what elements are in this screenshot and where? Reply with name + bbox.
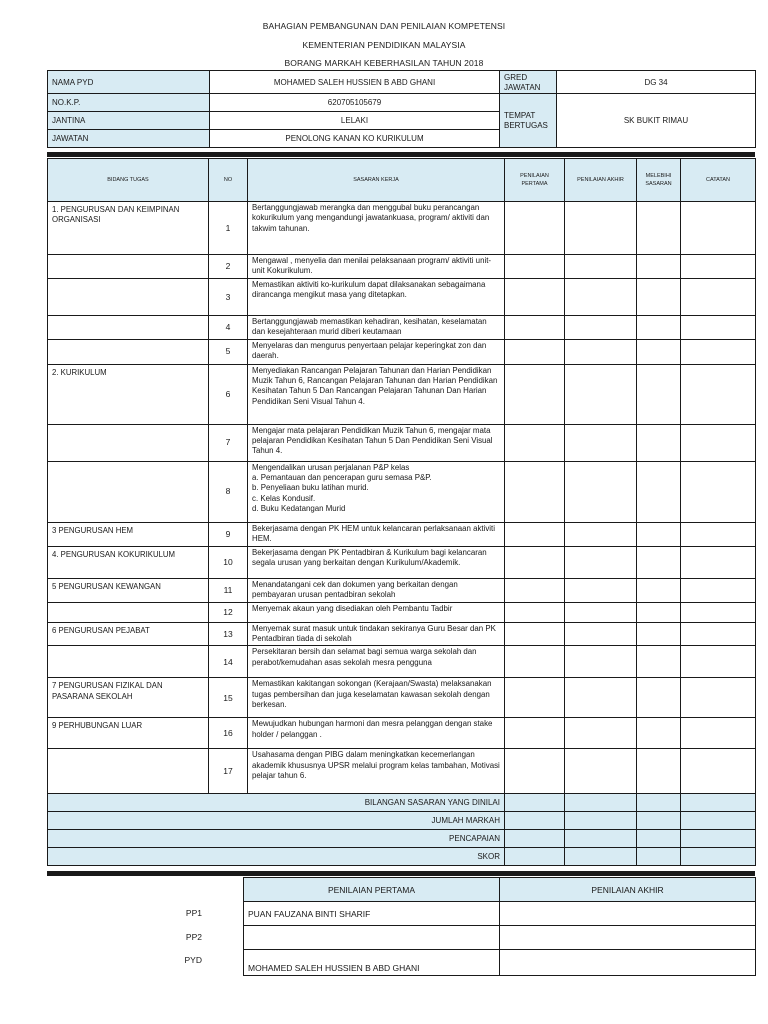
row-number: 17 — [209, 749, 248, 794]
row-number: 8 — [209, 461, 248, 522]
sasaran-kerja-cell: Mengendalikan urusan perjalanan P&P kelas a. Pemantauan dan pencerapan guru semasa P&P. b. Penyeliaan buku latihan murid. c. Kelas Kondusif. d. Buku Kedatangan Murid — [248, 461, 505, 522]
summary-label: JUMLAH MARKAH — [48, 812, 505, 830]
bidang-tugas-cell: 2. KURIKULUM — [48, 364, 209, 424]
catatan-cell — [681, 602, 756, 622]
summary-value-cell — [637, 794, 681, 812]
col-header-no: NO — [209, 159, 248, 202]
sasaran-kerja-cell: Bertanggungjawab memastikan kehadiran, kesihatan, keselamatan dan kesejahteraan murid diberi keutamaan — [248, 315, 505, 339]
penilaian-akhir-cell — [565, 718, 637, 749]
gred-label: GRED JAWATAN — [500, 71, 557, 94]
summary-label: PENCAPAIAN — [48, 830, 505, 848]
table-row — [48, 646, 756, 678]
table-row — [48, 315, 756, 339]
sasaran-kerja-cell: Bekerjasama dengan PK Pentadbiran & Kurikulum bagi kelancaran segala urusan yang berkaitan dengan Kurikulum/Akademik. — [248, 546, 505, 578]
summary-row — [48, 848, 756, 866]
bidang-tugas-cell: 6 PENGURUSAN PEJABAT — [48, 622, 209, 646]
sasaran-kerja-cell: Bekerjasama dengan PK HEM untuk kelancaran perlaksanaan aktiviti HEM. — [248, 522, 505, 546]
penilaian-pertama-cell — [505, 578, 565, 602]
summary-value-cell — [637, 848, 681, 866]
jantina-label: JANTINA — [48, 112, 210, 130]
table-row — [48, 602, 756, 622]
penilaian-akhir-cell — [565, 622, 637, 646]
penilaian-pertama-cell — [505, 622, 565, 646]
bidang-tugas-cell: 9 PERHUBUNGAN LUAR — [48, 718, 209, 749]
separator-bar — [47, 152, 755, 157]
catatan-cell — [681, 546, 756, 578]
penilaian-akhir-cell — [565, 364, 637, 424]
melebihi-sasaran-cell — [637, 646, 681, 678]
jawatan-value: PENOLONG KANAN KO KURIKULUM — [210, 130, 500, 148]
penilaian-akhir-cell — [565, 202, 637, 255]
table-row — [48, 424, 756, 461]
pp1-akhir-cell — [500, 902, 756, 926]
header-line-3: BORANG MARKAH KEBERHASILAN TAHUN 2018 — [284, 58, 484, 68]
melebihi-sasaran-cell — [637, 424, 681, 461]
summary-row — [48, 794, 756, 812]
summary-label: BILANGAN SASARAN YANG DINILAI — [48, 794, 505, 812]
sasaran-kerja-cell: Menyemak surat masuk untuk tindakan sekiranya Guru Besar dan PK Pentadbiran tiada di sekolah — [248, 622, 505, 646]
sasaran-kerja-cell: Menyelaras dan mengurus penyertaan pelajar keperingkat zon dan daerah. — [248, 339, 505, 364]
bidang-tugas-cell — [48, 424, 209, 461]
summary-value-cell — [565, 830, 637, 848]
melebihi-sasaran-cell — [637, 546, 681, 578]
bidang-tugas-cell — [48, 255, 209, 279]
penilaian-akhir-cell — [565, 424, 637, 461]
row-number: 2 — [209, 255, 248, 279]
melebihi-sasaran-cell — [637, 364, 681, 424]
penilaian-pertama-cell — [505, 364, 565, 424]
catatan-cell — [681, 749, 756, 794]
row-number: 4 — [209, 315, 248, 339]
melebihi-sasaran-cell — [637, 749, 681, 794]
catatan-cell — [681, 461, 756, 522]
row-number: 7 — [209, 424, 248, 461]
summary-value-cell — [637, 830, 681, 848]
catatan-cell — [681, 622, 756, 646]
table-row — [48, 749, 756, 794]
table-row — [48, 339, 756, 364]
catatan-cell — [681, 339, 756, 364]
col-header-melebihi: MELEBIHI SASARAN — [637, 159, 681, 202]
melebihi-sasaran-cell — [637, 678, 681, 718]
pyd-akhir-cell — [500, 950, 756, 976]
sasaran-kerja-cell: Bertanggungjawab merangka dan menggubal buku perancangan kokurikulum yang mengandungi jawatankuasa, program/ aktiviti dan takwim tahunan. — [248, 202, 505, 255]
penilaian-pertama-cell — [505, 202, 565, 255]
melebihi-sasaran-cell — [637, 278, 681, 315]
penilaian-akhir-cell — [565, 678, 637, 718]
summary-row — [48, 830, 756, 848]
header-line-1: BAHAGIAN PEMBANGUNAN DAN PENILAIAN KOMPETENSI — [262, 21, 506, 31]
sasaran-kerja-cell: Usahasama dengan PIBG dalam meningkatkan kecemerlangan akademik khususnya UPSR melalui program kelas tambahan, Motivasi pelajar tahun 6. — [248, 749, 505, 794]
summary-value-cell — [565, 848, 637, 866]
row-number: 15 — [209, 678, 248, 718]
summary-value-cell — [565, 794, 637, 812]
catatan-cell — [681, 578, 756, 602]
table-row — [48, 461, 756, 522]
penilaian-pertama-cell — [505, 315, 565, 339]
penilaian-akhir-cell — [565, 578, 637, 602]
penilaian-akhir-cell — [565, 278, 637, 315]
summary-value-cell — [681, 794, 756, 812]
row-number: 3 — [209, 278, 248, 315]
table-row — [48, 718, 756, 749]
row-number: 9 — [209, 522, 248, 546]
catatan-cell — [681, 315, 756, 339]
bidang-tugas-cell — [48, 749, 209, 794]
col-header-sasaran: SASARAN KERJA — [248, 159, 505, 202]
melebihi-sasaran-cell — [637, 461, 681, 522]
row-number: 6 — [209, 364, 248, 424]
sasaran-kerja-cell: Menandatangani cek dan dokumen yang berkaitan dengan pembayaran urusan pentadbiran sekolah — [248, 578, 505, 602]
nama-value: MOHAMED SALEH HUSSIEN B ABD GHANI — [210, 71, 500, 94]
penilaian-akhir-cell — [565, 255, 637, 279]
penilaian-akhir-cell — [565, 602, 637, 622]
summary-value-cell — [565, 812, 637, 830]
catatan-cell — [681, 255, 756, 279]
header-line-2: KEMENTERIAN PENDIDIKAN MALAYSIA — [302, 40, 466, 50]
table-row — [48, 678, 756, 718]
penilaian-akhir-cell — [565, 749, 637, 794]
penilaian-pertama-cell — [505, 278, 565, 315]
penilaian-pertama-cell — [505, 678, 565, 718]
summary-label: SKOR — [48, 848, 505, 866]
sasaran-kerja-cell: Mewujudkan hubungan harmoni dan mesra pelanggan dengan stake holder / pelanggan . — [248, 718, 505, 749]
row-number: 1 — [209, 202, 248, 255]
catatan-cell — [681, 678, 756, 718]
melebihi-sasaran-cell — [637, 339, 681, 364]
catatan-cell — [681, 364, 756, 424]
penilaian-akhir-cell — [565, 546, 637, 578]
penilaian-pertama-cell — [505, 718, 565, 749]
bidang-tugas-cell: 4. PENGURUSAN KOKURIKULUM — [48, 546, 209, 578]
bidang-tugas-cell: 5 PENGURUSAN KEWANGAN — [48, 578, 209, 602]
col-header-catatan: CATATAN — [681, 159, 756, 202]
row-number: 16 — [209, 718, 248, 749]
separator-bar-bottom — [47, 871, 755, 876]
target-table — [47, 158, 756, 866]
table-row — [48, 622, 756, 646]
table-row — [48, 364, 756, 424]
row-number: 12 — [209, 602, 248, 622]
summary-value-cell — [681, 848, 756, 866]
summary-value-cell — [681, 830, 756, 848]
sasaran-kerja-cell: Persekitaran bersih dan selamat bagi semua warga sekolah dan perabot/kemudahan asas sekolah mesra pengguna — [248, 646, 505, 678]
melebihi-sasaran-cell — [637, 622, 681, 646]
penilaian-pertama-cell — [505, 461, 565, 522]
table-row — [48, 202, 756, 255]
melebihi-sasaran-cell — [637, 578, 681, 602]
jantina-value: LELAKI — [210, 112, 500, 130]
pp2-name — [244, 926, 500, 950]
pyd-name: MOHAMED SALEH HUSSIEN B ABD GHANI — [244, 950, 500, 976]
bidang-tugas-cell — [48, 646, 209, 678]
summary-value-cell — [505, 830, 565, 848]
sasaran-kerja-cell: Mengawal , menyelia dan menilai pelaksanaan program/ aktiviti unit- unit Kokurikulum. — [248, 255, 505, 279]
penilaian-akhir-cell — [565, 646, 637, 678]
nama-label: NAMA PYD — [48, 71, 210, 94]
catatan-cell — [681, 522, 756, 546]
gred-value: DG 34 — [557, 71, 756, 94]
catatan-cell — [681, 646, 756, 678]
penilaian-akhir-cell — [565, 461, 637, 522]
col-header-penilaian-pertama: PENILAIAN PERTAMA — [505, 159, 565, 202]
catatan-cell — [681, 202, 756, 255]
bidang-tugas-cell — [48, 339, 209, 364]
summary-value-cell — [637, 812, 681, 830]
summary-value-cell — [505, 812, 565, 830]
penilaian-pertama-cell — [505, 602, 565, 622]
sasaran-kerja-cell: Memastikan aktiviti ko-kurikulum dapat dilaksanakan sebagaimana dirancanga mengikut masa yang ditetapkan. — [248, 278, 505, 315]
bidang-tugas-cell: 1. PENGURUSAN DAN KEIMPINAN ORGANISASI — [48, 202, 209, 255]
footer-penilaian-pertama: PENILAIAN PERTAMA — [244, 878, 500, 902]
catatan-cell — [681, 278, 756, 315]
summary-value-cell — [681, 812, 756, 830]
sasaran-kerja-cell: Mengajar mata pelajaran Pendidikan Muzik Tahun 6, mengajar mata pelajaran Pendidikan Kesihatan Tahun 5 Dan Pendidikan Seni Visual Tahun 4. — [248, 424, 505, 461]
table-row — [48, 578, 756, 602]
row-number: 14 — [209, 646, 248, 678]
bidang-tugas-cell: 7 PENGURUSAN FIZIKAL DAN PASARANA SEKOLAH — [48, 678, 209, 718]
penilaian-akhir-cell — [565, 522, 637, 546]
penilaian-pertama-cell — [505, 646, 565, 678]
penilaian-akhir-cell — [565, 339, 637, 364]
penilaian-pertama-cell — [505, 255, 565, 279]
summary-value-cell — [505, 848, 565, 866]
pp2-akhir-cell — [500, 926, 756, 950]
melebihi-sasaran-cell — [637, 602, 681, 622]
penilaian-pertama-cell — [505, 749, 565, 794]
row-number: 10 — [209, 546, 248, 578]
col-header-bidang: BIDANG TUGAS — [48, 159, 209, 202]
bidang-tugas-cell — [48, 602, 209, 622]
sasaran-kerja-cell: Menyediakan Rancangan Pelajaran Tahunan dan Harian Pendidikan Muzik Tahun 6, Rancangan Pelajaran Tahunan dan Harian Pendidikan Kesihatan Tahun 5 Dan Rancangan Pelajaran Tahunan Dan Harian Pendidikan Seni Visual Tahun 4. — [248, 364, 505, 424]
info-table — [47, 70, 756, 148]
jawatan-label: JAWATAN — [48, 130, 210, 148]
col-header-penilaian-akhir: PENILAIAN AKHIR — [565, 159, 637, 202]
row-number: 11 — [209, 578, 248, 602]
table-row — [48, 522, 756, 546]
table-row — [48, 546, 756, 578]
bidang-tugas-cell — [48, 461, 209, 522]
pp2-label: PP2 — [185, 932, 202, 942]
tempat-label: TEMPAT BERTUGAS — [500, 94, 557, 148]
melebihi-sasaran-cell — [637, 522, 681, 546]
bidang-tugas-cell — [48, 278, 209, 315]
summary-row — [48, 812, 756, 830]
bidang-tugas-cell: 3 PENGURUSAN HEM — [48, 522, 209, 546]
penilaian-akhir-cell — [565, 315, 637, 339]
sasaran-kerja-cell: Memastikan kakitangan sokongan (Kerajaan/Swasta) melaksanakan tugas pembersihan dan juga keselamatan kawasan sekolah dengan berkesan. — [248, 678, 505, 718]
melebihi-sasaran-cell — [637, 315, 681, 339]
summary-value-cell — [505, 794, 565, 812]
row-number: 5 — [209, 339, 248, 364]
footer-penilaian-akhir: PENILAIAN AKHIR — [500, 878, 756, 902]
assessor-table — [243, 877, 756, 976]
penilaian-pertama-cell — [505, 546, 565, 578]
table-row — [48, 278, 756, 315]
catatan-cell — [681, 424, 756, 461]
pp1-label: PP1 — [185, 908, 202, 918]
nokp-value: 620705105679 — [210, 94, 500, 112]
table-row — [48, 255, 756, 279]
row-number: 13 — [209, 622, 248, 646]
melebihi-sasaran-cell — [637, 718, 681, 749]
melebihi-sasaran-cell — [637, 202, 681, 255]
tempat-value: SK BUKIT RIMAU — [557, 94, 756, 148]
nokp-label: NO.K.P. — [48, 94, 210, 112]
penilaian-pertama-cell — [505, 522, 565, 546]
pp1-name: PUAN FAUZANA BINTI SHARIF — [244, 902, 500, 926]
pyd-label: PYD — [184, 955, 202, 965]
penilaian-pertama-cell — [505, 339, 565, 364]
sasaran-kerja-cell: Menyemak akaun yang disediakan oleh Pembantu Tadbir — [248, 602, 505, 622]
bidang-tugas-cell — [48, 315, 209, 339]
catatan-cell — [681, 718, 756, 749]
melebihi-sasaran-cell — [637, 255, 681, 279]
penilaian-pertama-cell — [505, 424, 565, 461]
